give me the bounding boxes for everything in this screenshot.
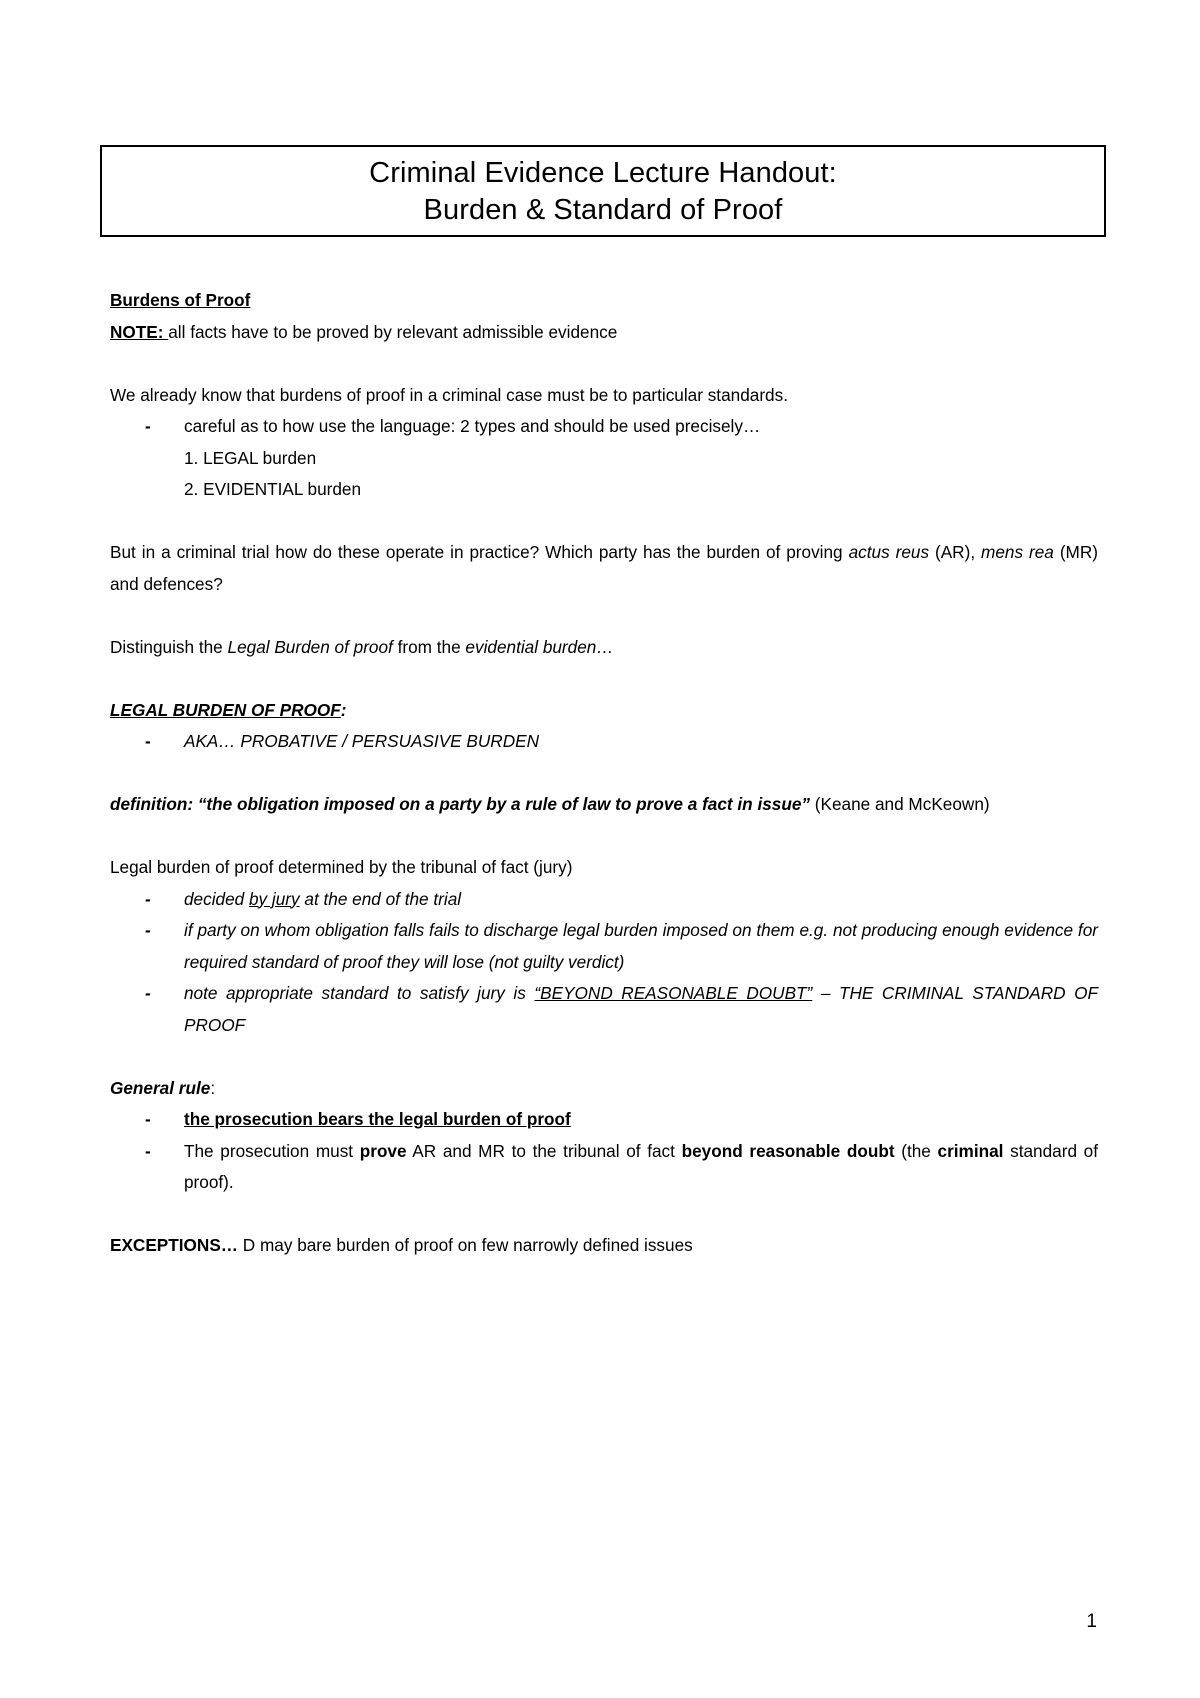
- question-paragraph: But in a criminal trial how do these operate in practice? Which party has the burden of proving actus reus (AR), mens rea (MR) and defences?: [110, 542, 1098, 594]
- note-line: [110, 317, 1098, 349]
- title-line-1: Criminal Evidence Lecture Handout:: [369, 157, 837, 189]
- note-text: all facts have to be proved by relevant admissible evidence: [168, 321, 618, 342]
- list-item: - careful as to how use the language: 2 types and should be used precisely…: [145, 416, 761, 436]
- general-rule-heading: General rule:: [110, 1077, 216, 1098]
- title-box: [100, 145, 1106, 237]
- list-item-legal: 1. LEGAL burden: [184, 447, 317, 468]
- list-item: - the prosecution bears the legal burden of proof: [145, 1109, 571, 1129]
- list-item: - if party on whom obligation falls fails to discharge legal burden imposed on them e.g. not producing enough evidence for required standard of proof they will lose (not guilty verdict): [145, 920, 1098, 972]
- list-item: - decided by jury at the end of the trial: [145, 888, 462, 909]
- section-heading-legal-burden: LEGAL BURDEN OF PROOF:: [110, 699, 347, 720]
- intro-text: We already know that burdens of proof in a criminal case must be to particular standards.: [110, 384, 788, 405]
- page-number: 1: [1086, 1611, 1097, 1632]
- document-body: [110, 285, 1098, 1262]
- title-line-2: Burden & Standard of Proof: [423, 194, 783, 226]
- list-item: - The prosecution must prove AR and MR to the tribunal of fact beyond reasonable doubt (the criminal standard of proof).: [145, 1140, 1099, 1192]
- distinguish-paragraph: Distinguish the Legal Burden of proof from the evidential burden…: [110, 636, 614, 657]
- list-item-evidential: 2. EVIDENTIAL burden: [184, 479, 362, 499]
- list-item: - AKA… PROBATIVE / PERSUASIVE BURDEN: [145, 731, 539, 751]
- list-item: - note appropriate standard to satisfy jury is “BEYOND REASONABLE DOUBT” – THE CRIMINAL STANDARD OF PROOF: [145, 983, 1098, 1035]
- section-heading-burdens: Burdens of Proof: [110, 290, 251, 310]
- note-label: NOTE:: [110, 321, 169, 342]
- tribunal-text: Legal burden of proof determined by the tribunal of fact (jury): [110, 857, 573, 877]
- definition-paragraph: definition: “the obligation imposed on a party by a rule of law to prove a fact in issue” (Keane and McKeown): [110, 794, 990, 814]
- exceptions-paragraph: EXCEPTIONS… D may bare burden of proof on few narrowly defined issues: [110, 1235, 693, 1255]
